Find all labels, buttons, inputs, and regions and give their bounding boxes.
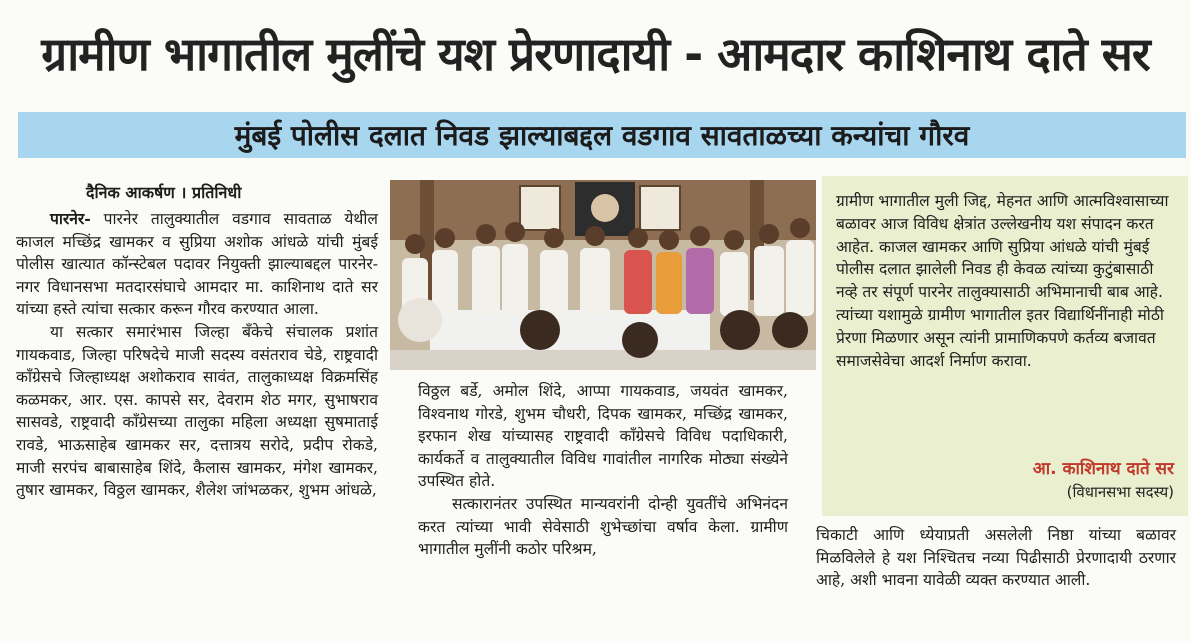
- subheadline: मुंबई पोलीस दलात निवड झाल्याबद्दल वडगाव सावताळच्या कन्यांचा गौरव: [234, 119, 970, 152]
- quote-name: आ. काशिनाथ दाते सर: [1032, 459, 1174, 479]
- event-photo: [390, 180, 816, 370]
- quote-role: (विधानसभा सदस्य): [1066, 483, 1174, 501]
- dateline: पारनेर-: [50, 209, 91, 228]
- subheadline-bar: [18, 112, 1186, 158]
- paragraph-4: सत्कारानंतर उपस्थित मान्यवरांनी दोन्ही युवतींचे अभिनंदन करत त्यांच्या भावी सेवेसाठी शुभेच्छांचा वर्षाव केला. ग्रामीण भागातील मुलींनी कठोर परिश्रम,: [418, 494, 788, 559]
- event-photo-image: [390, 180, 816, 370]
- quote-box: [822, 176, 1188, 516]
- paragraph-1: [16, 208, 378, 321]
- paragraph-2: या सत्कार समारंभास जिल्हा बँकेचे संचालक प्रशांत गायकवाड, जिल्हा परिषदेचे माजी सदस्य वसंतराव चेडे, राष्ट्रवादी काँग्रेसचे जिल्हाध्यक्ष अशोकराव सावंत, तालुकाध्यक्ष विक्रमसिंह कळमकर, आर. एस. कापसे सर, देवराम शेठ मगर, सुभाषराव सासवडे, राष्ट्रवादी काँग्रेसच्या तालुका महिला अध्यक्षा सुषमाताई रावडे, भाऊसाहेब खामकर सर, दत्तात्रय सरोदे, प्रदीप रोकडे, माजी सरपंच बाबासाहेब शिंदे, कैलास खामकर, मंगेश खामकर, तुषार खामकर, विठ्ठल खामकर, शैलेश जांभळकर, शुभम आंधळे,: [16, 322, 378, 500]
- paragraph-1-text: पारनेर तालुक्यातील वडगाव सावताळ येथील काजल मच्छिंद्र खामकर व सुप्रिया अशोक आंधळे यांची मुंबई पोलीस खात्यात कॉन्स्टेबल पदावर नियुक्ती झाल्याबद्दल पारनेर-नगर विधानसभा मतदारसंघाचे आमदार मा. काशिनाथ दाते सर यांच्या हस्ते त्यांचा सत्कार करून गौरव करण्यात आला.: [16, 210, 378, 319]
- byline: दैनिक आकर्षण । प्रतिनिधी: [86, 183, 242, 202]
- article-column-2: [418, 380, 788, 561]
- quote-text: ग्रामीण भागातील मुली जिद्द, मेहनत आणि आत्मविश्वासाच्या बळावर आज विविध क्षेत्रांत उल्लेखनीय यश संपादन करत आहेत. काजल खामकर आणि सुप्रिया आंधळे यांची मुंबई पोलीस दलात झालेली निवड ही केवळ त्यांच्या कुटुंबासाठी नव्हे तर संपूर्ण पारनेर तालुक्यासाठी अभिमानाची बाब आहे. त्यांच्या यशामुळे ग्रामीण भागातील इतर विद्यार्थिनींनाही मोठी प्रेरणा मिळणार असून त्यांनी प्रामाणिकपणे कर्तव्य बजावत समाजसेवेचा आदर्श निर्माण करावा.: [836, 192, 1169, 370]
- article-column-1: [16, 178, 378, 502]
- paragraph-5: चिकाटी आणि ध्येयाप्रती असलेली निष्ठा यांच्या बळावर मिळविलेले हे यश निश्चितच नव्या पिढीसाठी प्रेरणादायी ठरणार आहे, अशी भावना यावेळी व्यक्त करण्यात आली.: [816, 526, 1176, 590]
- paragraph-3: विठ्ठल बर्डे, अमोल शिंदे, आप्पा गायकवाड, जयवंत खामकर, विश्वनाथ गोरडे, शुभम चौधरी, दिपक खामकर, मच्छिंद्र खामकर, इरफान शेख यांच्यासह राष्ट्रवादी काँग्रेसचे विविध पदाधिकारी, कार्यकर्ते व तालुक्यातील विविध गावांतील नागरिक मोठ्या संख्येने उपस्थित होते.: [418, 382, 788, 491]
- article-column-3: [816, 524, 1176, 592]
- headline: ग्रामीण भागातील मुलींचे यश प्रेरणादायी - आमदार काशिनाथ दाते सर: [41, 26, 1150, 81]
